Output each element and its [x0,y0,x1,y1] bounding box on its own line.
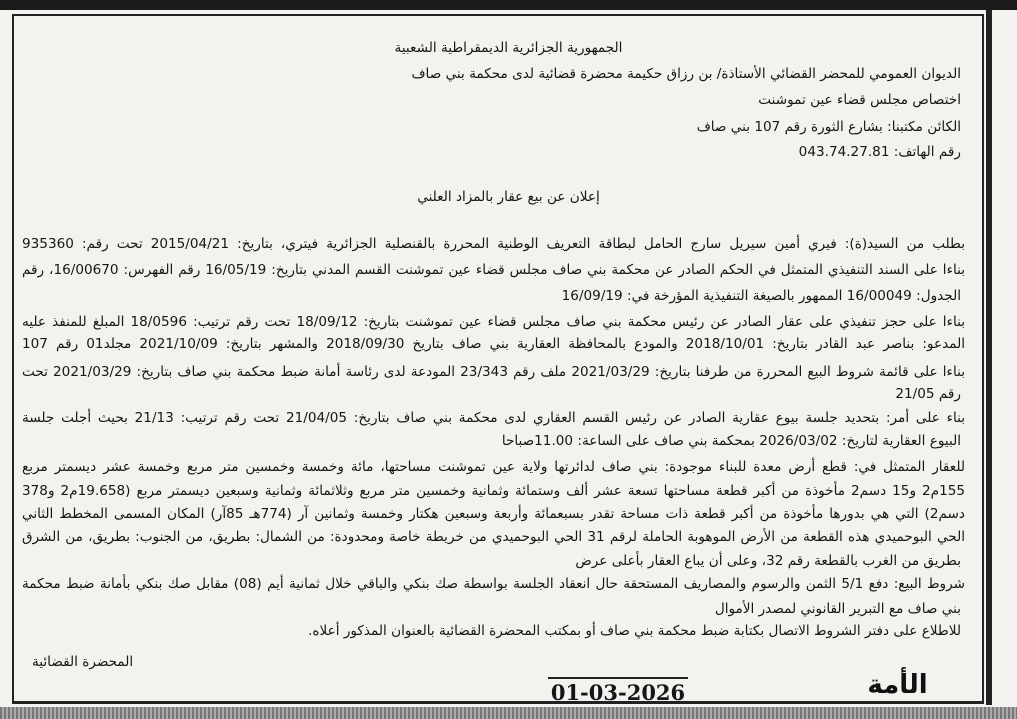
page-edge [0,707,1017,719]
signature: المحضرة القضائية [32,654,134,670]
body-line: الجدول: 16/00049 الممهور بالصيغة التنفيذية المؤرخة في: 16/09/19 [561,288,961,304]
address-line: الكائن مكتبنا: بشارع الثورة رقم 107 بني صاف [696,119,961,135]
body-line: شروط البيع: دفع 5/1 الثمن والرسوم والمصاريف المستحقة حال انعقاد الجلسة بواسطة صك بنكي والباقي خلال ثمانية أيم (08) مقابل صك بنكي بأمانة ضبط محكمة [22,576,965,592]
body-line: بناء على أمر: بتحديد جلسة بيوع عقارية الصادر عن رئيس القسم العقاري لدى محكمة بني صاف بتاريخ: 21/04/05 تحت رقم ترتيب: 21/13 بحيث أجلت جلسة [22,410,965,426]
column-rule [986,10,992,705]
body-line: البيوع العقارية لتاريخ: 2026/03/02 بمحكمة بني صاف على الساعة: 11.00صباحا [501,433,961,449]
body-line: بناءا على السند التنفيذي المتمثل في الحكم الصادر عن محكمة بني صاف مجلس قضاء عين تموشنت القسم المدني بتاريخ: 16/05/19 رقم الفهرس: 16/00670، رقم [22,262,965,278]
body-line: رقم 21/05 [895,386,961,402]
body-line: الحي البوحميدي هذه القطعة من الأرض الموهوبة الحاملة لرقم 31 الحي البوحميدي من خريطة خاصة ومحدودة: من الشمال: بطريق، من الجنوب: بطريق، من الشرق [22,529,965,545]
republic-heading: الجمهورية الجزائرية الديمقراطية الشعبية [394,40,623,56]
body-line: للاطلاع على دفتر الشروط الاتصال بكتابة ضبط محكمة بني صاف أو بمكتب المحضرة القضائية بالعنوان المذكور أعلاه. [308,623,961,639]
notice-title: إعلان عن بيع عقار بالمزاد العلني [417,189,600,205]
body-line: للعقار المتمثل في: قطع أرض معدة للبناء موجودة: بني صاف لدائرتها ولاية عين تموشنت مساحتها، مائة وخمسة وخمسين متر مربع وخمسة عشر ديسمتر مربع [22,459,965,475]
top-rule [0,0,1017,10]
newspaper-logo: الأمة [867,670,928,700]
body-line: بني صاف مع التبرير القانوني لمصدر الأموال [714,601,961,617]
body-line: بناءا على حجز تنفيذي على عقار الصادر عن رئيس محكمة بني صاف مجلس قضاء عين تموشنت بتاريخ: 18/09/12 تحت رقم ترتيب: 18/0596 المبلغ للمنفذ عليه [22,314,965,330]
phone-line: رقم الهاتف: 043.74.27.81 [798,144,961,160]
body-line: بطريق من الغرب بالقطعة رقم 32، وعلى أن يباع العقار بأعلى عرض [575,553,961,569]
publication-date: 01-03-2026 [548,677,688,707]
body-line: بناءا على قائمة شروط البيع المحررة من طرفنا بتاريخ: 2021/03/29 ملف رقم 23/343 المودعة لدى رئاسة أمانة ضبط محكمة بني صاف بتاريخ: 2021/03/29 تحت [22,364,965,380]
office-line: الديوان العمومي للمحضر القضائي الأستاذة/ بن رزاق حكيمة محضرة قضائية لدى محكمة بني صاف [411,66,961,82]
body-line: دسم2) التي هي بدورها مأخوذة من أكبر قطعة ذات مساحة تقدر بسبعمائة وأربعة وسبعين هكتار وخمسة وثمانين آر (774هـ 85آر) المكان المسمى المخطط الثاني [22,506,965,522]
body-line: 155م2 و15 دسم2 مأخوذة من أكبر قطعة مساحتها تسعة عشر ألف وستمائة وثمانية وخمسين متر مربع وثلاثمائة وثمانية وسبعين ديسمتر مربع (19.658م2 و378 [22,483,966,499]
body-line: بطلب من السيد(ة): فيري أمين سيريل سارج الحامل لبطاقة التعريف الوطنية المحررة بالقنصلية الجزائرية فيتري، بتاريخ: 2015/04/21 تحت رقم: 935360 [22,236,965,252]
body-line: المدعو: بناصر عبد القادر بتاريخ: 2018/10/01 والمودع بالمحافظة العقارية بني صاف بتاريخ 2018/09/30 والمشهر بتاريخ: 2021/10/09 مجلد01 رقم 107 [22,336,965,352]
jurisdiction-line: اختصاص مجلس قضاء عين تموشنت [758,92,961,108]
